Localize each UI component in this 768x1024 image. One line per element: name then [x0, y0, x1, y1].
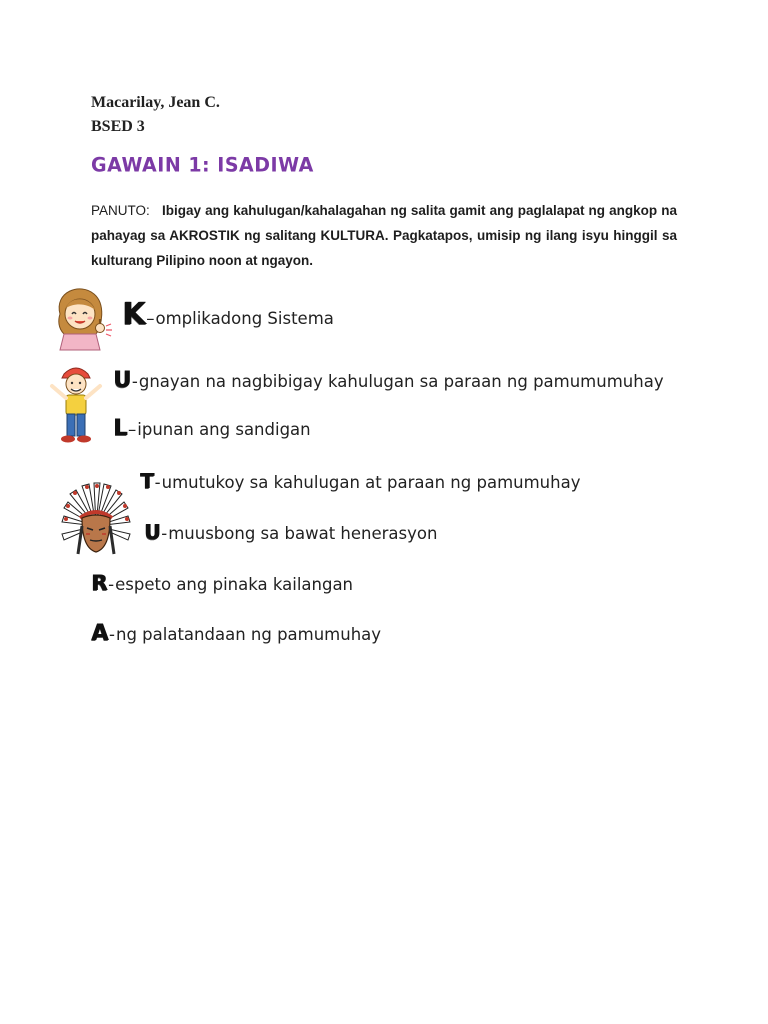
acrostic-letter: R [91, 571, 108, 595]
student-name: Macarilay, Jean C. [91, 94, 220, 111]
acrostic-text: umutukoy sa kahulugan at paraan ng pamumuhay [161, 473, 581, 492]
instructions-paragraph [91, 198, 677, 273]
acrostic-text: espeto ang pinaka kailangan [115, 575, 354, 594]
student-section: BSED 3 [91, 118, 145, 135]
acrostic-letter: L [113, 416, 128, 441]
acrostic-line-k [122, 297, 334, 332]
activity-title: GAWAIN 1: ISADIWA [91, 153, 314, 177]
acrostic-separator: - [109, 625, 115, 644]
acrostic-separator: - [108, 575, 115, 594]
acrostic-line-r [91, 573, 353, 594]
acrostic-text: ng palatandaan ng pamumuhay [116, 625, 382, 644]
acrostic-line-t [140, 471, 580, 492]
acrostic-letter: K [122, 297, 146, 332]
instructions-label: PANUTO: [91, 203, 150, 218]
acrostic-text: omplikadong Sistema [155, 309, 334, 328]
acrostic-line-u1 [113, 370, 664, 392]
acrostic-line-a [91, 623, 381, 645]
acrostic-letter: T [140, 469, 154, 493]
acrostic-line-u2 [144, 522, 437, 543]
acrostic-separator: - [131, 372, 138, 391]
acrostic-text: muusbong sa bawat henerasyon [168, 524, 438, 543]
girl-thumbs-up-icon [50, 284, 114, 352]
acrostic-separator: – [146, 309, 155, 328]
chief-headdress-icon [56, 482, 136, 564]
acrostic-letter: U [113, 368, 131, 393]
instructions-text: Ibigay ang kahulugan/kahalagahan ng salita gamit ang paglalapat ng angkop na pahayag sa AKROSTIK ng salitang KULTURA. Pagkatapos, umisip ng ilang isyu hinggil sa kulturang Pilipino noon at ngayon. [91, 203, 677, 268]
acrostic-line-l [113, 418, 311, 440]
acrostic-separator: – [128, 420, 137, 439]
acrostic-separator: - [154, 473, 161, 492]
acrostic-letter: U [144, 520, 161, 544]
acrostic-letter: A [91, 621, 109, 646]
acrostic-separator: - [161, 524, 168, 543]
boy-waving-icon [48, 364, 106, 444]
acrostic-text: gnayan na nagbibigay kahulugan sa paraan ng pamumumuhay [138, 372, 664, 391]
acrostic-text: ipunan ang sandigan [137, 420, 311, 439]
